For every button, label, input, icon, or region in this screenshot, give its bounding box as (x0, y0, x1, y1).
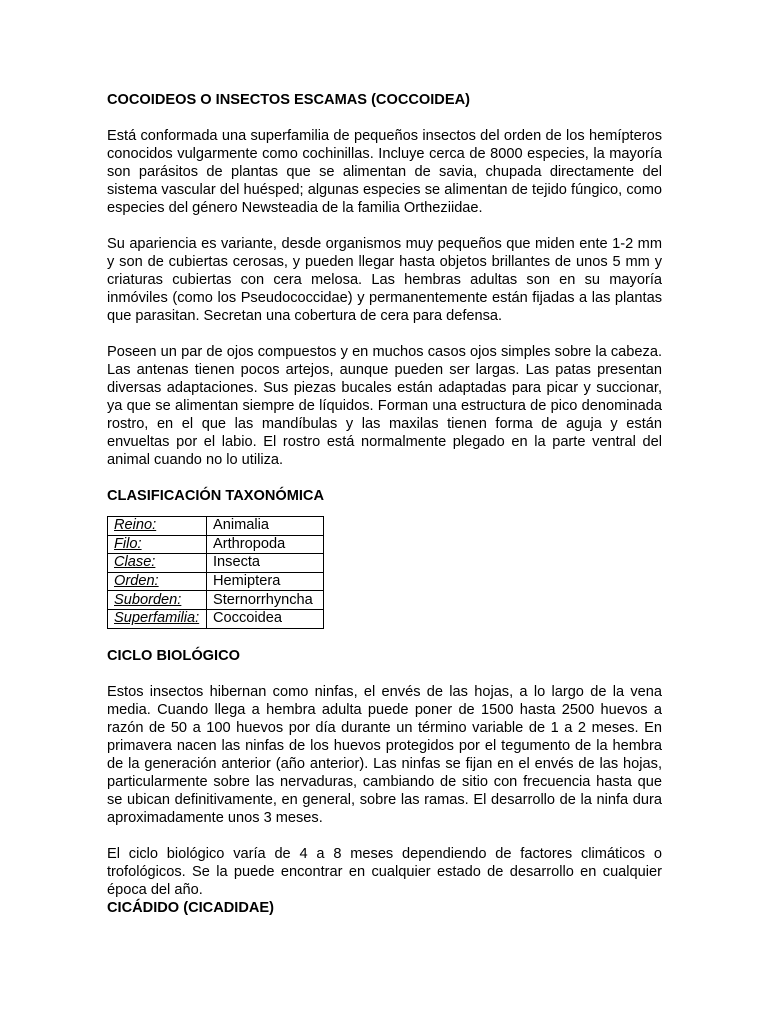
section-title-coccoidea: COCOIDEOS O INSECTOS ESCAMAS (COCCOIDEA) (107, 92, 470, 108)
section-title-cicadidae: CICÁDIDO (CICADIDAE) (107, 899, 275, 916)
taxonomy-value: Insecta (207, 554, 324, 573)
taxonomy-rank: Orden: (108, 572, 207, 591)
taxonomy-value: Animalia (207, 517, 324, 536)
taxonomy-rank: Filo: (108, 535, 207, 554)
table-row (108, 572, 324, 591)
paragraph-appearance: Su apariencia es variante, desde organismos muy pequeños que miden ente 1-2 mm y son de cubiertas cerosas, y pueden llegar hasta objetos brillantes de unos 5 mm y criaturas cubiertas con cera melosa. Las hembras adultas son en su mayoría inmóviles (como los Pseudococcidae) y permanentemente están fijadas a las plantas que parasitan. Secretan una cobertura de cera para defensa. (107, 236, 662, 324)
table-row (108, 591, 324, 610)
table-row (108, 517, 324, 536)
taxonomy-rank: Superfamilia: (108, 609, 207, 628)
paragraph-anatomy: Poseen un par de ojos compuestos y en muchos casos ojos simples sobre la cabeza. Las antenas tienen pocos artejos, aunque pueden ser largas. Las patas presentan diversas adaptaciones. Sus piezas bucales están adaptadas para picar y succionar, ya que se alimentan siempre de líquidos. Forman una estructura de pico denominada rostro, en el que las mandíbulas y las maxilas tienen forma de aguja y están envueltas por el labio. El rostro está normalmente plegado en la parte ventral del animal cuando no lo utiliza. (107, 344, 662, 468)
paragraph-lifecycle-duration: El ciclo biológico varía de 4 a 8 meses dependiendo de factores climáticos o trofológicos. Se la puede encontrar en cualquier estado de desarrollo en cualquier época del año. (107, 845, 662, 898)
paragraph-lifecycle: Estos insectos hibernan como ninfas, el envés de las hojas, a lo largo de la vena media. Cuando llega a hembra adulta puede poner de 1500 hasta 2500 huevos a razón de 50 a 100 huevos por día durante un término variable de 1 a 2 meses. En primavera nacen las ninfas de los huevos protegidos por el tegumento de la hembra de la generación anterior (año anterior). Las ninfas se fijan en el envés de las hojas, particularmente sobre las nervaduras, cambiando de sitio con frecuencia hasta que se ubican definitivamente, en general, sobre las ramas. El desarrollo de la ninfa dura aproximadamente unos 3 meses. (107, 683, 662, 826)
taxonomy-rank: Reino: (108, 517, 207, 536)
paragraph-intro: Está conformada una superfamilia de pequeños insectos del orden de los hemípteros conocidos vulgarmente como cochinillas. Incluye cerca de 8000 especies, la mayoría son parásitos de plantas que se alimentan de savia, chupada directamente del sistema vascular del huésped; algunas especies se alimentan de tejido fúngico, como especies del género Newsteadia de la familia Ortheziidae. (107, 128, 662, 216)
table-row (108, 554, 324, 573)
taxonomy-value: Sternorrhyncha (207, 591, 324, 610)
section-title-lifecycle: CICLO BIOLÓGICO (107, 647, 240, 664)
taxonomy-table (107, 516, 324, 629)
section-title-taxonomy: CLASIFICACIÓN TAXONÓMICA (107, 488, 325, 504)
taxonomy-rank: Suborden: (108, 591, 207, 610)
table-row (108, 609, 324, 628)
document-body (107, 91, 662, 917)
taxonomy-value: Arthropoda (207, 535, 324, 554)
taxonomy-value: Hemiptera (207, 572, 324, 591)
taxonomy-value: Coccoidea (207, 609, 324, 628)
taxonomy-rank: Clase: (108, 554, 207, 573)
table-row (108, 535, 324, 554)
